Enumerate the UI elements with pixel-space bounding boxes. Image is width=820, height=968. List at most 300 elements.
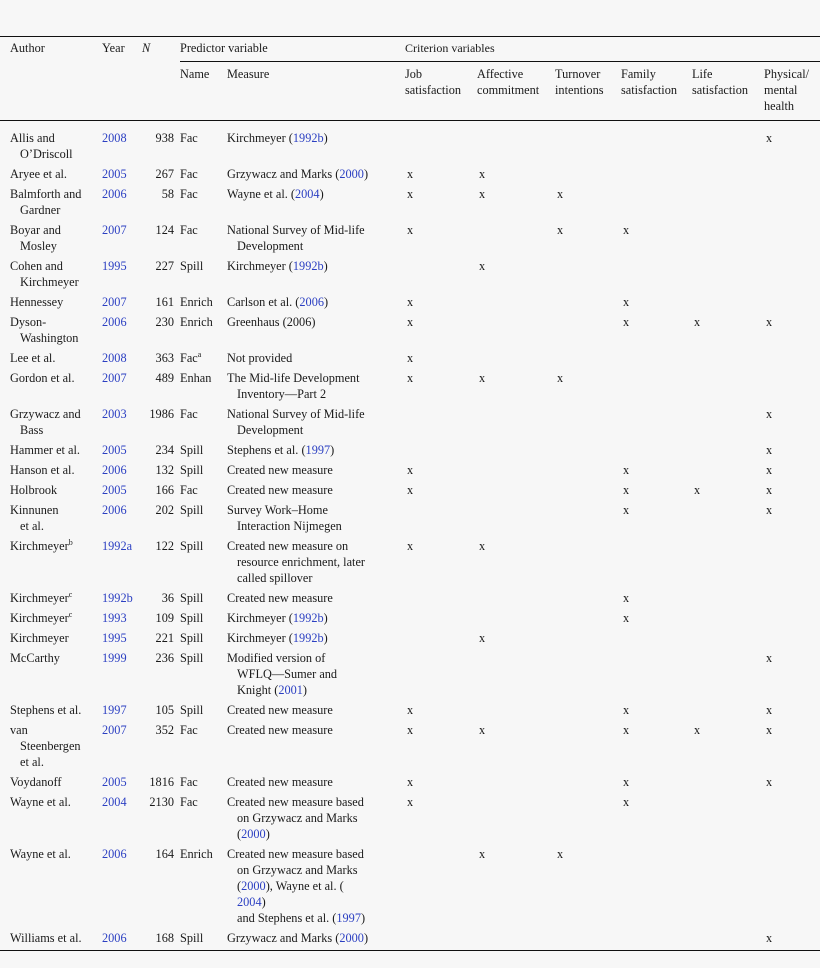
citation-link[interactable]: 2000 bbox=[339, 167, 364, 181]
cell-affective-commitment: x bbox=[479, 167, 486, 181]
cell-author: Wayne et al. bbox=[10, 795, 71, 809]
cell-author: Hennessey bbox=[10, 295, 64, 309]
cell-family-satisfaction: x bbox=[623, 591, 630, 605]
cell-n: 489 bbox=[155, 371, 174, 385]
cell-author: Kirchmeyer$^b$ bbox=[10, 538, 73, 553]
cell-measure: Kirchmeyer (1992b) bbox=[227, 611, 328, 625]
cell-job-satisfaction bbox=[397, 258, 469, 294]
cell-name: Spill bbox=[180, 631, 204, 645]
cell-affective-commitment: x bbox=[479, 187, 486, 201]
header-criterion: Criterion variables bbox=[397, 37, 820, 62]
cell-year-link[interactable]: 2003 bbox=[102, 407, 127, 421]
header-year: Year bbox=[102, 41, 125, 55]
cell-physical-mental-health: x bbox=[766, 443, 773, 457]
cell-name: Spill bbox=[180, 463, 204, 477]
cell-job-satisfaction bbox=[397, 442, 469, 462]
cell-name: Fac bbox=[180, 775, 198, 789]
cell-physical-mental-health bbox=[756, 590, 820, 610]
cell-n: 36 bbox=[161, 591, 174, 605]
cell-affective-commitment: x bbox=[479, 259, 486, 273]
citation-link[interactable]: 1992b bbox=[292, 631, 324, 645]
cell-family-satisfaction: x bbox=[623, 795, 630, 809]
citation-link[interactable]: 2001 bbox=[278, 683, 303, 697]
cell-name: Enrich bbox=[180, 295, 213, 309]
cell-year-link[interactable]: 1997 bbox=[102, 703, 127, 717]
cell-measure: Created new measure on resource enrichment, later called spillover bbox=[227, 539, 366, 585]
cell-year-link[interactable]: 2007 bbox=[102, 723, 127, 737]
cell-author: Kirchmeyer$^c$ bbox=[10, 610, 73, 625]
cell-turnover-intentions bbox=[547, 482, 613, 502]
cell-n: 363 bbox=[155, 351, 174, 365]
cell-measure: Grzywacz and Marks (2000) bbox=[227, 167, 369, 181]
cell-n: 938 bbox=[155, 131, 174, 145]
cell-name: Fac bbox=[180, 407, 198, 421]
cell-author: Gordon et al. bbox=[10, 371, 75, 385]
header-n: N bbox=[142, 41, 151, 55]
cell-year-link[interactable]: 2007 bbox=[102, 295, 127, 309]
table-row bbox=[0, 350, 820, 370]
cell-measure: Survey Work–Home Interaction Nijmegen bbox=[227, 503, 342, 533]
table-row bbox=[0, 794, 820, 846]
cell-life-satisfaction: x bbox=[694, 723, 701, 737]
cell-family-satisfaction: x bbox=[623, 315, 630, 329]
table-row bbox=[0, 222, 820, 258]
cell-life-satisfaction bbox=[684, 610, 756, 630]
cell-measure: Modified version of WFLQ—Sumer and Knight (2001) bbox=[227, 651, 338, 697]
cell-author: McCarthy bbox=[10, 651, 60, 665]
table-row bbox=[0, 258, 820, 294]
cell-author: Kirchmeyer$^c$ bbox=[10, 590, 73, 605]
cell-year-link[interactable]: 2008 bbox=[102, 131, 127, 145]
cell-author: Hanson et al. bbox=[10, 463, 75, 477]
cell-family-satisfaction bbox=[613, 166, 684, 186]
cell-affective-commitment bbox=[469, 774, 547, 794]
cell-affective-commitment: x bbox=[479, 631, 486, 645]
citation-link[interactable]: 2000 bbox=[339, 931, 364, 945]
cell-turnover-intentions: x bbox=[557, 187, 564, 201]
table-row bbox=[0, 702, 820, 722]
cell-n: 122 bbox=[155, 539, 174, 553]
table-row bbox=[0, 538, 820, 590]
cell-measure: Kirchmeyer (1992b) bbox=[227, 631, 328, 645]
table-row bbox=[0, 846, 820, 930]
cell-family-satisfaction bbox=[613, 650, 684, 702]
cell-physical-mental-health: x bbox=[766, 723, 773, 737]
cell-job-satisfaction: x bbox=[407, 187, 414, 201]
cell-name: Spill bbox=[180, 259, 204, 273]
cell-affective-commitment bbox=[469, 610, 547, 630]
cell-name: Fac bbox=[180, 131, 198, 145]
cell-turnover-intentions bbox=[547, 314, 613, 350]
cell-turnover-intentions bbox=[547, 442, 613, 462]
studies-table bbox=[0, 36, 820, 951]
table-row bbox=[0, 774, 820, 794]
cell-physical-mental-health: x bbox=[766, 483, 773, 497]
cell-year-link[interactable]: 1993 bbox=[102, 611, 127, 625]
citation-link[interactable]: 2000 bbox=[241, 879, 266, 893]
cell-job-satisfaction: x bbox=[407, 351, 414, 365]
citation-link[interactable]: 2000 bbox=[241, 827, 266, 841]
cell-physical-mental-health: x bbox=[766, 503, 773, 517]
cell-job-satisfaction bbox=[397, 630, 469, 650]
cell-measure: Created new measure bbox=[227, 723, 333, 737]
cell-turnover-intentions bbox=[547, 502, 613, 538]
cell-name: Fac bbox=[180, 483, 198, 497]
table-body bbox=[0, 121, 820, 951]
cell-author: Lee et al. bbox=[10, 351, 56, 365]
cell-job-satisfaction bbox=[397, 846, 469, 930]
cell-job-satisfaction bbox=[397, 121, 469, 167]
cell-turnover-intentions bbox=[547, 702, 613, 722]
cell-life-satisfaction bbox=[684, 846, 756, 930]
cell-physical-mental-health bbox=[756, 794, 820, 846]
cell-life-satisfaction bbox=[684, 294, 756, 314]
cell-family-satisfaction bbox=[613, 442, 684, 462]
cell-job-satisfaction: x bbox=[407, 315, 414, 329]
cell-measure: Created new measure bbox=[227, 775, 333, 789]
cell-name: Spill bbox=[180, 591, 204, 605]
cell-life-satisfaction bbox=[684, 222, 756, 258]
cell-physical-mental-health: x bbox=[766, 651, 773, 665]
cell-n: 105 bbox=[155, 703, 174, 717]
cell-physical-mental-health bbox=[756, 166, 820, 186]
cell-affective-commitment bbox=[469, 294, 547, 314]
cell-family-satisfaction bbox=[613, 538, 684, 590]
cell-family-satisfaction bbox=[613, 350, 684, 370]
header-predictor: Predictor variable bbox=[180, 37, 397, 62]
citation-link[interactable]: 1992b bbox=[292, 259, 324, 273]
cell-job-satisfaction bbox=[397, 610, 469, 630]
cell-author: Allis and O’Driscoll bbox=[10, 131, 73, 161]
cell-author: Kirchmeyer bbox=[10, 631, 69, 645]
cell-name: Fac$^a$ bbox=[180, 350, 202, 365]
cell-family-satisfaction: x bbox=[623, 611, 630, 625]
cell-job-satisfaction: x bbox=[407, 539, 414, 553]
cell-turnover-intentions bbox=[547, 258, 613, 294]
cell-measure: Not provided bbox=[227, 351, 293, 365]
cell-affective-commitment bbox=[469, 590, 547, 610]
cell-year-link[interactable]: 1995 bbox=[102, 631, 127, 645]
cell-physical-mental-health bbox=[756, 222, 820, 258]
cell-measure: Wayne et al. (2004) bbox=[227, 187, 324, 201]
cell-family-satisfaction bbox=[613, 370, 684, 406]
cell-affective-commitment bbox=[469, 222, 547, 258]
table-row bbox=[0, 121, 820, 167]
cell-n: 2130 bbox=[149, 795, 174, 809]
cell-family-satisfaction bbox=[613, 846, 684, 930]
cell-measure: Kirchmeyer (1992b) bbox=[227, 131, 328, 145]
cell-turnover-intentions bbox=[547, 590, 613, 610]
cell-life-satisfaction bbox=[684, 406, 756, 442]
cell-turnover-intentions bbox=[547, 538, 613, 590]
cell-year-link[interactable]: 2007 bbox=[102, 223, 127, 237]
cell-physical-mental-health bbox=[756, 294, 820, 314]
table-row bbox=[0, 462, 820, 482]
cell-job-satisfaction bbox=[397, 930, 469, 951]
cell-n: 227 bbox=[155, 259, 174, 273]
cell-life-satisfaction: x bbox=[694, 483, 701, 497]
cell-family-satisfaction: x bbox=[623, 723, 630, 737]
cell-author: Holbrook bbox=[10, 483, 58, 497]
cell-author: Boyar and Mosley bbox=[10, 223, 61, 253]
cell-family-satisfaction: x bbox=[623, 295, 630, 309]
cell-affective-commitment bbox=[469, 442, 547, 462]
cell-n: 221 bbox=[155, 631, 174, 645]
cell-affective-commitment bbox=[469, 794, 547, 846]
cell-n: 132 bbox=[155, 463, 174, 477]
cell-turnover-intentions bbox=[547, 350, 613, 370]
cell-physical-mental-health: x bbox=[766, 315, 773, 329]
cell-affective-commitment bbox=[469, 482, 547, 502]
cell-name: Spill bbox=[180, 703, 204, 717]
cell-n: 164 bbox=[155, 847, 174, 861]
cell-turnover-intentions bbox=[547, 794, 613, 846]
table-row bbox=[0, 314, 820, 350]
cell-family-satisfaction: x bbox=[623, 775, 630, 789]
cell-affective-commitment: x bbox=[479, 723, 486, 737]
cell-measure: Greenhaus (2006) bbox=[227, 315, 316, 329]
cell-measure: National Survey of Mid-life Development bbox=[227, 223, 365, 253]
cell-physical-mental-health bbox=[756, 630, 820, 650]
cell-name: Spill bbox=[180, 443, 204, 457]
header-life-satisfaction: Life satisfaction bbox=[692, 67, 749, 97]
cell-measure: The Mid-life Development Inventory—Part 2 bbox=[227, 371, 360, 401]
cell-life-satisfaction bbox=[684, 794, 756, 846]
cell-physical-mental-health: x bbox=[766, 463, 773, 477]
cell-year-link[interactable]: 2006 bbox=[102, 315, 127, 329]
table-row bbox=[0, 630, 820, 650]
cell-turnover-intentions bbox=[547, 462, 613, 482]
cell-job-satisfaction: x bbox=[407, 223, 414, 237]
cell-name: Enrich bbox=[180, 315, 213, 329]
cell-affective-commitment: x bbox=[479, 539, 486, 553]
cell-year-link[interactable]: 2007 bbox=[102, 371, 127, 385]
cell-year-link[interactable]: 2008 bbox=[102, 351, 127, 365]
cell-job-satisfaction: x bbox=[407, 167, 414, 181]
cell-life-satisfaction bbox=[684, 166, 756, 186]
cell-family-satisfaction bbox=[613, 186, 684, 222]
cell-physical-mental-health bbox=[756, 610, 820, 630]
citation-link[interactable]: 2006 bbox=[299, 295, 324, 309]
cell-name: Fac bbox=[180, 223, 198, 237]
cell-family-satisfaction bbox=[613, 406, 684, 442]
cell-life-satisfaction bbox=[684, 930, 756, 951]
cell-year-link[interactable]: 1995 bbox=[102, 259, 127, 273]
cell-family-satisfaction: x bbox=[623, 223, 630, 237]
cell-job-satisfaction bbox=[397, 406, 469, 442]
cell-turnover-intentions bbox=[547, 121, 613, 167]
cell-job-satisfaction: x bbox=[407, 371, 414, 385]
cell-physical-mental-health bbox=[756, 846, 820, 930]
cell-n: 202 bbox=[155, 503, 174, 517]
citation-link[interactable]: 2004 bbox=[237, 895, 262, 909]
cell-author: Wayne et al. bbox=[10, 847, 71, 861]
cell-author: Dyson- Washington bbox=[10, 315, 79, 345]
cell-turnover-intentions: x bbox=[557, 371, 564, 385]
cell-family-satisfaction bbox=[613, 930, 684, 951]
cell-year-link[interactable]: 2006 bbox=[102, 463, 127, 477]
cell-turnover-intentions bbox=[547, 650, 613, 702]
cell-physical-mental-health bbox=[756, 538, 820, 590]
cell-life-satisfaction bbox=[684, 442, 756, 462]
cell-family-satisfaction bbox=[613, 121, 684, 167]
cell-author: Cohen and Kirchmeyer bbox=[10, 259, 79, 289]
cell-family-satisfaction bbox=[613, 258, 684, 294]
cell-name: Fac bbox=[180, 795, 198, 809]
cell-family-satisfaction: x bbox=[623, 483, 630, 497]
cell-measure: National Survey of Mid-life Development bbox=[227, 407, 365, 437]
header-family-satisfaction: Family satisfaction bbox=[621, 67, 678, 97]
cell-physical-mental-health bbox=[756, 186, 820, 222]
cell-life-satisfaction bbox=[684, 702, 756, 722]
cell-year-link[interactable]: 2006 bbox=[102, 847, 127, 861]
cell-measure: Created new measure based on Grzywacz and Marks (2000) bbox=[227, 795, 364, 841]
cell-physical-mental-health: x bbox=[766, 407, 773, 421]
cell-physical-mental-health: x bbox=[766, 775, 773, 789]
cell-year-link[interactable]: 2006 bbox=[102, 503, 127, 517]
cell-measure: Grzywacz and Marks (2000) bbox=[227, 931, 369, 945]
citation-link[interactable]: 1992b bbox=[292, 131, 324, 145]
cell-physical-mental-health: x bbox=[766, 703, 773, 717]
cell-life-satisfaction bbox=[684, 650, 756, 702]
cell-year-link[interactable]: 2005 bbox=[102, 483, 127, 497]
cell-family-satisfaction bbox=[613, 630, 684, 650]
cell-name: Spill bbox=[180, 611, 204, 625]
cell-n: 58 bbox=[161, 187, 174, 201]
cell-life-satisfaction: x bbox=[694, 315, 701, 329]
cell-measure: Created new measure bbox=[227, 483, 333, 497]
cell-life-satisfaction bbox=[684, 370, 756, 406]
cell-job-satisfaction: x bbox=[407, 295, 414, 309]
cell-year-link[interactable]: 1999 bbox=[102, 651, 127, 665]
cell-author: Aryee et al. bbox=[10, 167, 68, 181]
table-row bbox=[0, 590, 820, 610]
cell-n: 161 bbox=[155, 295, 174, 309]
cell-affective-commitment bbox=[469, 121, 547, 167]
cell-affective-commitment bbox=[469, 462, 547, 482]
table-row bbox=[0, 166, 820, 186]
cell-year-link[interactable]: 2004 bbox=[102, 795, 127, 809]
cell-year-link[interactable]: 2006 bbox=[102, 187, 127, 201]
table-header bbox=[0, 37, 820, 121]
cell-name: Spill bbox=[180, 539, 204, 553]
citation-link[interactable]: 1997 bbox=[336, 911, 361, 925]
cell-life-satisfaction bbox=[684, 630, 756, 650]
cell-affective-commitment: x bbox=[479, 847, 486, 861]
cell-year-link[interactable]: 2005 bbox=[102, 167, 127, 181]
cell-author: Stephens et al. bbox=[10, 703, 82, 717]
cell-author: Voydanoff bbox=[10, 775, 62, 789]
cell-measure: Kirchmeyer (1992b) bbox=[227, 259, 328, 273]
table-row bbox=[0, 650, 820, 702]
cell-family-satisfaction: x bbox=[623, 703, 630, 717]
cell-affective-commitment bbox=[469, 650, 547, 702]
table-row bbox=[0, 610, 820, 630]
header-author: Author bbox=[10, 41, 45, 55]
cell-year-link[interactable]: 1992b bbox=[102, 591, 133, 605]
cell-life-satisfaction bbox=[684, 258, 756, 294]
cell-measure: Stephens et al. (1997) bbox=[227, 443, 335, 457]
table-row bbox=[0, 930, 820, 951]
cell-turnover-intentions bbox=[547, 610, 613, 630]
cell-year-link[interactable]: 1992a bbox=[102, 539, 133, 553]
cell-life-satisfaction bbox=[684, 350, 756, 370]
cell-n: 124 bbox=[155, 223, 174, 237]
cell-n: 267 bbox=[155, 167, 174, 181]
cell-measure: Created new measure bbox=[227, 463, 333, 477]
cell-name: Fac bbox=[180, 187, 198, 201]
cell-name: Fac bbox=[180, 723, 198, 737]
table-row bbox=[0, 294, 820, 314]
table-row bbox=[0, 482, 820, 502]
citation-link[interactable]: 1997 bbox=[305, 443, 331, 457]
header-affective-commitment: Affective commitment bbox=[477, 67, 540, 97]
cell-measure: Created new measure based on Grzywacz and Marks (2000), Wayne et al. ( 2004) and Stephens et al. (1997) bbox=[227, 847, 366, 925]
cell-n: 166 bbox=[155, 483, 174, 497]
cell-author: Williams et al. bbox=[10, 931, 82, 945]
cell-turnover-intentions bbox=[547, 722, 613, 774]
cell-life-satisfaction bbox=[684, 774, 756, 794]
cell-year-link[interactable]: 2005 bbox=[102, 775, 127, 789]
cell-affective-commitment bbox=[469, 930, 547, 951]
table-row bbox=[0, 502, 820, 538]
cell-job-satisfaction: x bbox=[407, 463, 414, 477]
cell-affective-commitment bbox=[469, 406, 547, 442]
cell-job-satisfaction: x bbox=[407, 483, 414, 497]
cell-physical-mental-health bbox=[756, 370, 820, 406]
cell-physical-mental-health bbox=[756, 350, 820, 370]
table-row bbox=[0, 406, 820, 442]
header-physical-mental-health: Physical/ mental health bbox=[764, 67, 810, 113]
cell-physical-mental-health bbox=[756, 258, 820, 294]
cell-affective-commitment bbox=[469, 314, 547, 350]
cell-life-satisfaction bbox=[684, 502, 756, 538]
cell-turnover-intentions bbox=[547, 630, 613, 650]
cell-family-satisfaction: x bbox=[623, 503, 630, 517]
cell-name: Spill bbox=[180, 931, 204, 945]
cell-year-link[interactable]: 2006 bbox=[102, 931, 127, 945]
cell-affective-commitment: x bbox=[479, 371, 486, 385]
citation-link[interactable]: 2004 bbox=[294, 187, 320, 201]
cell-author: Balmforth and Gardner bbox=[10, 187, 82, 217]
header-measure: Measure bbox=[227, 67, 270, 81]
cell-job-satisfaction bbox=[397, 590, 469, 610]
cell-life-satisfaction bbox=[684, 121, 756, 167]
cell-measure: Created new measure bbox=[227, 703, 333, 717]
table-row bbox=[0, 442, 820, 462]
cell-job-satisfaction: x bbox=[407, 775, 414, 789]
cell-physical-mental-health: x bbox=[766, 931, 773, 945]
cell-n: 236 bbox=[155, 651, 174, 665]
cell-name: Enhan bbox=[180, 371, 212, 385]
cell-measure: Carlson et al. (2006) bbox=[227, 295, 329, 309]
cell-affective-commitment bbox=[469, 702, 547, 722]
cell-year-link[interactable]: 2005 bbox=[102, 443, 127, 457]
table-row bbox=[0, 722, 820, 774]
citation-link[interactable]: 1992b bbox=[292, 611, 324, 625]
cell-physical-mental-health: x bbox=[766, 131, 773, 145]
cell-job-satisfaction: x bbox=[407, 795, 414, 809]
header-job-satisfaction: Job satisfaction bbox=[405, 67, 462, 97]
cell-name: Spill bbox=[180, 503, 204, 517]
cell-job-satisfaction bbox=[397, 502, 469, 538]
cell-n: 109 bbox=[155, 611, 174, 625]
cell-n: 1986 bbox=[149, 407, 174, 421]
cell-turnover-intentions bbox=[547, 166, 613, 186]
cell-n: 1816 bbox=[149, 775, 174, 789]
cell-name: Fac bbox=[180, 167, 198, 181]
cell-affective-commitment bbox=[469, 350, 547, 370]
